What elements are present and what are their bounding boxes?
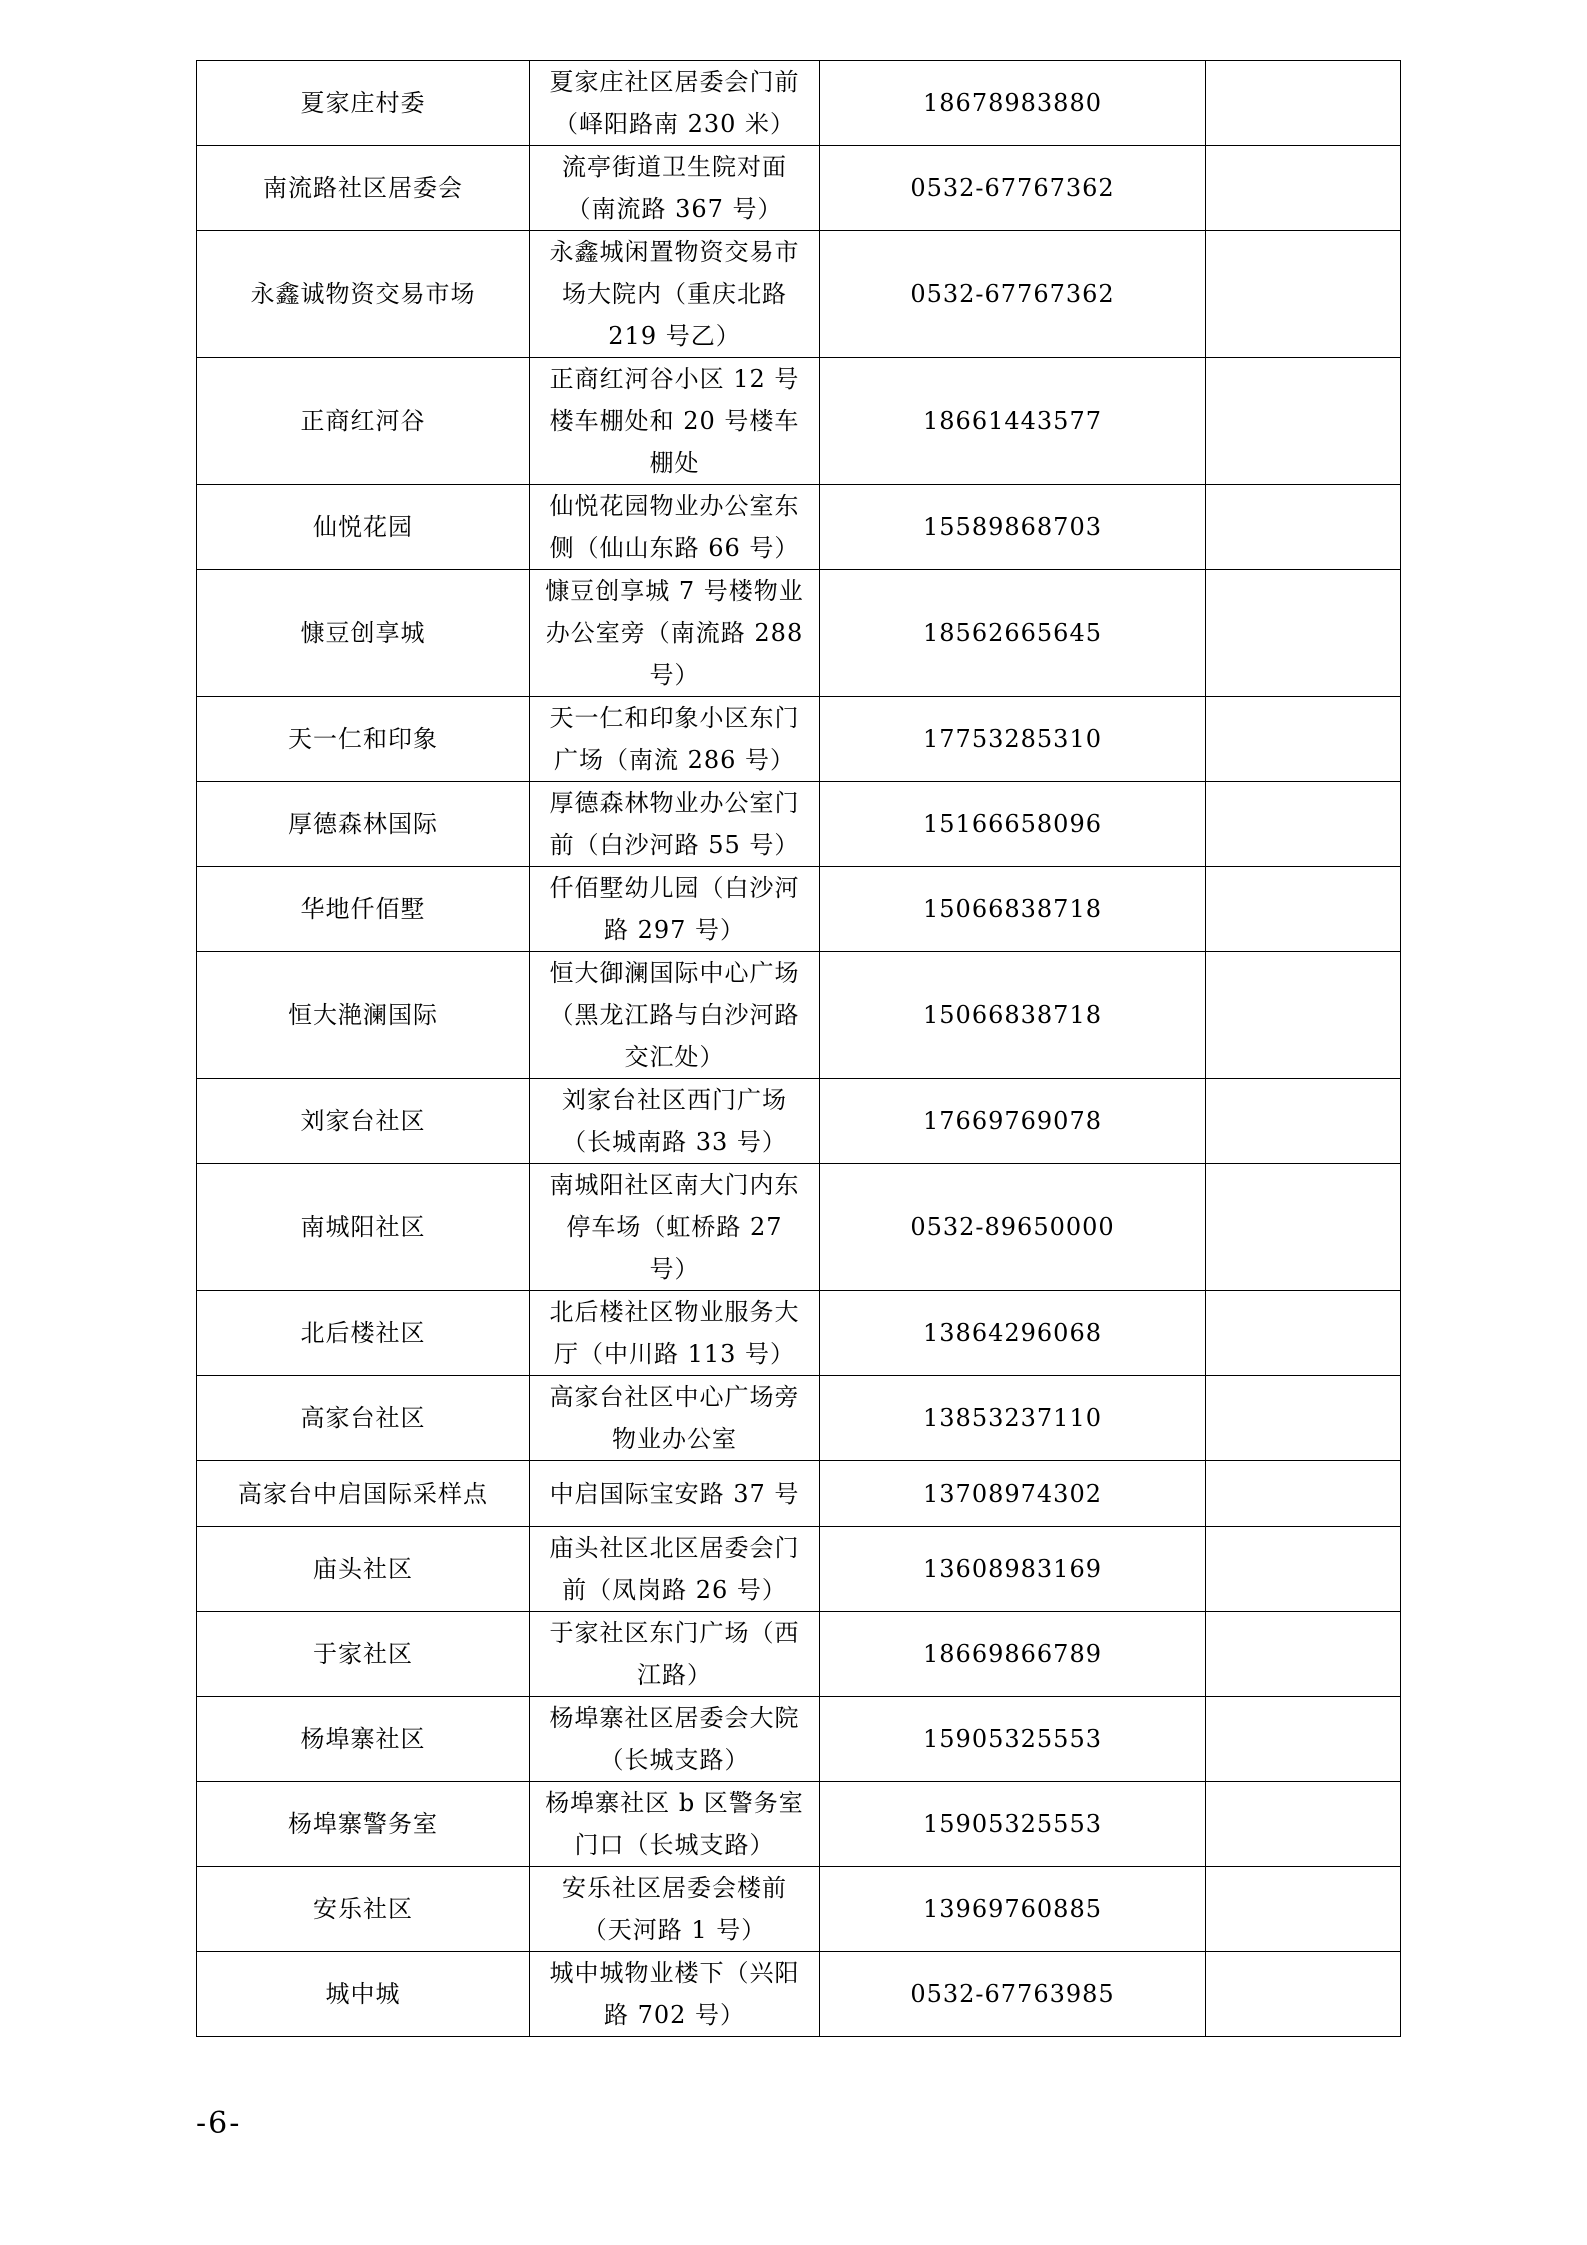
site-phone-cell: 15905325553: [820, 1782, 1206, 1867]
site-address-cell: 杨埠寨社区 b 区警务室门口（长城支路）: [530, 1782, 820, 1867]
site-phone-cell: 0532-67763985: [820, 1952, 1206, 2037]
site-name-cell: 永鑫诚物资交易市场: [197, 231, 530, 358]
site-address-cell: 永鑫城闲置物资交易市场大院内（重庆北路 219 号乙）: [530, 231, 820, 358]
table-row: [197, 485, 1401, 570]
site-name-cell: 杨埠寨警务室: [197, 1782, 530, 1867]
site-phone-cell: 0532-67767362: [820, 231, 1206, 358]
table-row: [197, 697, 1401, 782]
site-note-cell: [1206, 1782, 1401, 1867]
table-row: [197, 867, 1401, 952]
site-address-cell: 正商红河谷小区 12 号楼车棚处和 20 号楼车棚处: [530, 358, 820, 485]
site-name-cell: 庙头社区: [197, 1527, 530, 1612]
site-phone-cell: 13864296068: [820, 1291, 1206, 1376]
site-note-cell: [1206, 1867, 1401, 1952]
site-name-cell: 恒大滟澜国际: [197, 952, 530, 1079]
site-address-cell: 杨埠寨社区居委会大院（长城支路）: [530, 1697, 820, 1782]
table-row: [197, 358, 1401, 485]
table-row: [197, 1291, 1401, 1376]
site-name-cell: 南城阳社区: [197, 1164, 530, 1291]
site-address-cell: 恒大御澜国际中心广场（黑龙江路与白沙河路交汇处）: [530, 952, 820, 1079]
site-name-cell: 天一仁和印象: [197, 697, 530, 782]
table-row: [197, 1697, 1401, 1782]
site-address-cell: 夏家庄社区居委会门前（峄阳路南 230 米）: [530, 61, 820, 146]
site-phone-cell: 0532-89650000: [820, 1164, 1206, 1291]
site-note-cell: [1206, 1527, 1401, 1612]
site-note-cell: [1206, 61, 1401, 146]
site-phone-cell: 17669769078: [820, 1079, 1206, 1164]
site-phone-cell: 15589868703: [820, 485, 1206, 570]
site-address-cell: 中启国际宝安路 37 号: [530, 1461, 820, 1527]
site-address-cell: 安乐社区居委会楼前（天河路 1 号）: [530, 1867, 820, 1952]
site-name-cell: 杨埠寨社区: [197, 1697, 530, 1782]
table-row: [197, 782, 1401, 867]
site-phone-cell: 13969760885: [820, 1867, 1206, 1952]
site-name-cell: 安乐社区: [197, 1867, 530, 1952]
site-address-cell: 厚德森林物业办公室门前（白沙河路 55 号）: [530, 782, 820, 867]
site-phone-cell: 0532-67767362: [820, 146, 1206, 231]
table-row: [197, 570, 1401, 697]
site-phone-cell: 13708974302: [820, 1461, 1206, 1527]
site-name-cell: 于家社区: [197, 1612, 530, 1697]
site-phone-cell: 13853237110: [820, 1376, 1206, 1461]
table-row: [197, 1164, 1401, 1291]
site-name-cell: 厚德森林国际: [197, 782, 530, 867]
site-name-cell: 夏家庄村委: [197, 61, 530, 146]
site-note-cell: [1206, 867, 1401, 952]
site-address-cell: 高家台社区中心广场旁物业办公室: [530, 1376, 820, 1461]
site-phone-cell: 17753285310: [820, 697, 1206, 782]
site-phone-cell: 15166658096: [820, 782, 1206, 867]
site-note-cell: [1206, 1952, 1401, 2037]
site-phone-cell: 15066838718: [820, 867, 1206, 952]
site-note-cell: [1206, 952, 1401, 1079]
table-row: [197, 1376, 1401, 1461]
site-note-cell: [1206, 485, 1401, 570]
site-name-cell: 南流路社区居委会: [197, 146, 530, 231]
table-row: [197, 61, 1401, 146]
table-row: [197, 1612, 1401, 1697]
site-note-cell: [1206, 1461, 1401, 1527]
site-address-cell: 南城阳社区南大门内东停车场（虹桥路 27 号）: [530, 1164, 820, 1291]
site-name-cell: 北后楼社区: [197, 1291, 530, 1376]
table-row: [197, 952, 1401, 1079]
site-note-cell: [1206, 231, 1401, 358]
site-phone-cell: 18661443577: [820, 358, 1206, 485]
site-address-cell: 仟佰墅幼儿园（白沙河路 297 号）: [530, 867, 820, 952]
site-address-cell: 于家社区东门广场（西江路）: [530, 1612, 820, 1697]
site-name-cell: 高家台社区: [197, 1376, 530, 1461]
site-phone-cell: 18678983880: [820, 61, 1206, 146]
table-row: [197, 231, 1401, 358]
site-name-cell: 高家台中启国际采样点: [197, 1461, 530, 1527]
site-address-cell: 仙悦花园物业办公室东侧（仙山东路 66 号）: [530, 485, 820, 570]
site-note-cell: [1206, 1376, 1401, 1461]
site-phone-cell: 15066838718: [820, 952, 1206, 1079]
table-row: [197, 1079, 1401, 1164]
table-row: [197, 1527, 1401, 1612]
sampling-sites-table: [196, 60, 1401, 2037]
site-note-cell: [1206, 697, 1401, 782]
table-row: [197, 1952, 1401, 2037]
site-note-cell: [1206, 782, 1401, 867]
table-row: [197, 146, 1401, 231]
site-note-cell: [1206, 1079, 1401, 1164]
table-row: [197, 1782, 1401, 1867]
site-phone-cell: 13608983169: [820, 1527, 1206, 1612]
table-row: [197, 1867, 1401, 1952]
table-row: [197, 1461, 1401, 1527]
site-name-cell: 正商红河谷: [197, 358, 530, 485]
site-address-cell: 刘家台社区西门广场（长城南路 33 号）: [530, 1079, 820, 1164]
site-phone-cell: 15905325553: [820, 1697, 1206, 1782]
site-phone-cell: 18669866789: [820, 1612, 1206, 1697]
site-name-cell: 刘家台社区: [197, 1079, 530, 1164]
site-phone-cell: 18562665645: [820, 570, 1206, 697]
site-address-cell: 天一仁和印象小区东门广场（南流 286 号）: [530, 697, 820, 782]
page-number: -6-: [196, 2106, 242, 2141]
site-note-cell: [1206, 570, 1401, 697]
site-note-cell: [1206, 146, 1401, 231]
site-note-cell: [1206, 358, 1401, 485]
site-note-cell: [1206, 1612, 1401, 1697]
site-address-cell: 庙头社区北区居委会门前（凤岗路 26 号）: [530, 1527, 820, 1612]
site-name-cell: 华地仟佰墅: [197, 867, 530, 952]
site-note-cell: [1206, 1291, 1401, 1376]
site-address-cell: 慷豆创享城 7 号楼物业办公室旁（南流路 288 号）: [530, 570, 820, 697]
site-name-cell: 城中城: [197, 1952, 530, 2037]
site-address-cell: 流亭街道卫生院对面（南流路 367 号）: [530, 146, 820, 231]
site-name-cell: 慷豆创享城: [197, 570, 530, 697]
site-address-cell: 城中城物业楼下（兴阳路 702 号）: [530, 1952, 820, 2037]
site-note-cell: [1206, 1164, 1401, 1291]
site-note-cell: [1206, 1697, 1401, 1782]
site-address-cell: 北后楼社区物业服务大厅（中川路 113 号）: [530, 1291, 820, 1376]
site-name-cell: 仙悦花园: [197, 485, 530, 570]
